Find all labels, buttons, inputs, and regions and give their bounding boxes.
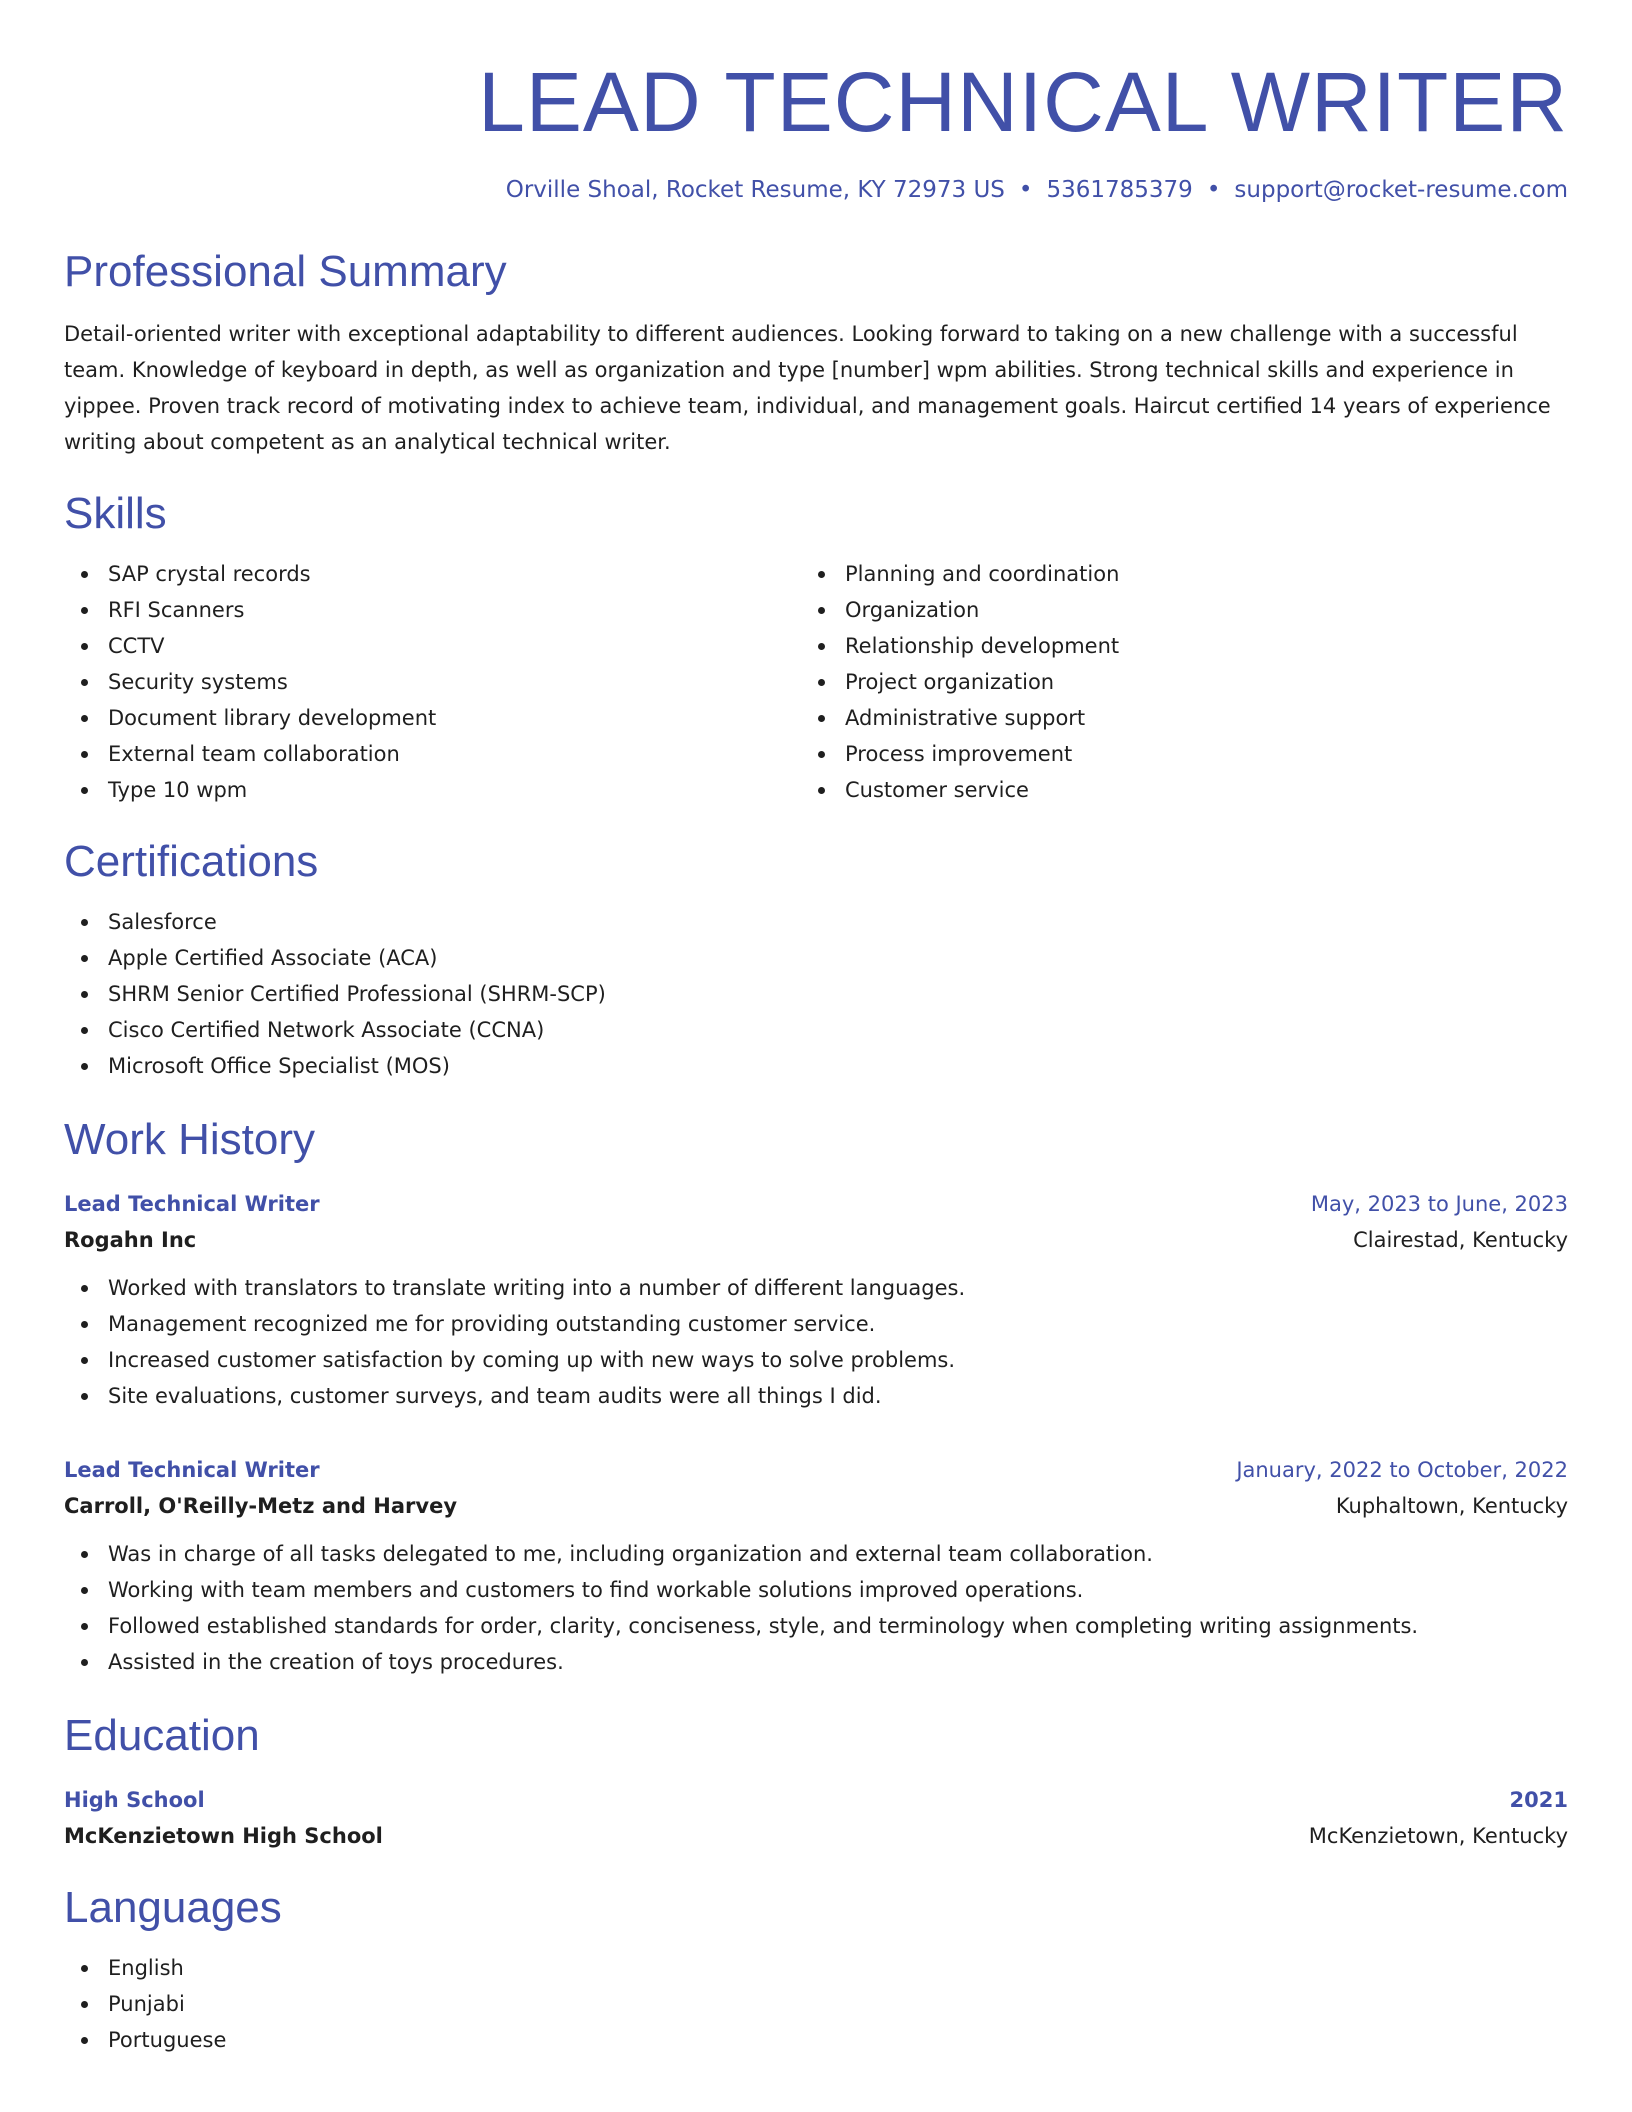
education-heading: Education — [64, 1711, 260, 1760]
job-company: Carroll, O'Reilly-Metz and Harvey — [64, 1494, 458, 1518]
job-bullet: Management recognized me for providing outstanding customer service. — [64, 1306, 1568, 1342]
job-subheader — [64, 1486, 1568, 1526]
job-entry — [64, 1454, 1568, 1680]
skill-item: Organization — [801, 592, 1538, 628]
certification-item: SHRM Senior Certified Professional (SHRM-SCP) — [64, 976, 1568, 1012]
skill-item: RFI Scanners — [64, 592, 801, 628]
resume-header — [64, 0, 1568, 206]
skills-columns — [64, 556, 1568, 808]
certification-item: Microsoft Office Specialist (MOS) — [64, 1048, 1568, 1084]
job-bullet: Followed established standards for order, clarity, conciseness, style, and terminology when completing writing assignments. — [64, 1608, 1568, 1644]
skill-item: Process improvement — [801, 736, 1538, 772]
job-location: Clairestad, Kentucky — [1353, 1228, 1568, 1252]
contact-phone[interactable]: 5361785379 — [1046, 177, 1193, 203]
languages-section — [64, 1882, 1568, 2058]
summary-heading: Professional Summary — [64, 247, 507, 296]
skill-item: Document library development — [64, 700, 801, 736]
skill-item: CCTV — [64, 628, 801, 664]
skill-item: Planning and coordination — [801, 556, 1538, 592]
summary-text: Detail-oriented writer with exceptional adaptability to different audiences. Looking forward to taking on a new challenge with a successful team. Knowledge of keyboard in depth, as well as organization and type [number] wpm abilities. Strong technical skills and experience in yippee. Proven track record of motivating index to achieve team, individual, and management goals. Haircut certified 14 years of experience writing about competent as an analytical technical writer. — [64, 322, 1551, 454]
skill-item: Project organization — [801, 664, 1538, 700]
job-location: Kuphaltown, Kentucky — [1335, 1494, 1568, 1518]
skill-item: SAP crystal records — [64, 556, 801, 592]
job-header — [64, 1188, 1568, 1220]
certifications-heading: Certifications — [64, 837, 319, 886]
job-role: Lead Technical Writer — [64, 1458, 320, 1482]
job-bullet: Worked with translators to translate writing into a number of different languages. — [64, 1270, 1568, 1306]
skill-item: Security systems — [64, 664, 801, 700]
languages-list — [64, 1950, 1568, 2058]
skill-item: Administrative support — [801, 700, 1538, 736]
skills-section — [64, 488, 1568, 808]
job-bullets — [64, 1270, 1568, 1414]
skill-item: External team collaboration — [64, 736, 801, 772]
job-role: Lead Technical Writer — [64, 1192, 320, 1216]
certification-item: Cisco Certified Network Associate (CCNA) — [64, 1012, 1568, 1048]
job-entry — [64, 1188, 1568, 1414]
education-school: McKenzietown High School — [64, 1824, 383, 1848]
skills-list-right — [801, 556, 1538, 808]
skill-item: Relationship development — [801, 628, 1538, 664]
language-item: Portuguese — [64, 2022, 1568, 2058]
certification-item: Salesforce — [64, 904, 1568, 940]
education-degree: High School — [64, 1788, 205, 1812]
language-item: English — [64, 1950, 1568, 1986]
skill-item: Customer service — [801, 772, 1538, 808]
education-section — [64, 1710, 1568, 1856]
job-header — [64, 1454, 1568, 1486]
certifications-section — [64, 836, 1568, 1084]
education-year: 2021 — [1509, 1788, 1568, 1812]
language-item: Punjabi — [64, 1986, 1568, 2022]
job-title-heading: LEAD TECHNICAL WRITER — [478, 55, 1568, 149]
work-history-heading: Work History — [64, 1115, 315, 1164]
contact-separator: • — [1206, 177, 1221, 203]
contact-email[interactable]: support@rocket-resume.com — [1234, 177, 1568, 203]
contact-line — [64, 174, 1568, 206]
education-location: McKenzietown, Kentucky — [1308, 1824, 1568, 1848]
certifications-list — [64, 904, 1568, 1084]
job-bullets — [64, 1536, 1568, 1680]
skills-list-left — [64, 556, 801, 808]
summary-section — [64, 246, 1568, 460]
job-bullet: Increased customer satisfaction by coming up with new ways to solve problems. — [64, 1342, 1568, 1378]
job-bullet: Site evaluations, customer surveys, and team audits were all things I did. — [64, 1378, 1568, 1414]
work-history-section — [64, 1114, 1568, 1680]
education-subheader — [64, 1816, 1568, 1856]
job-company: Rogahn Inc — [64, 1228, 197, 1252]
job-bullet: Working with team members and customers to find workable solutions improved operations. — [64, 1572, 1568, 1608]
contact-separator: • — [1018, 177, 1033, 203]
certification-item: Apple Certified Associate (ACA) — [64, 940, 1568, 976]
job-dates: May, 2023 to June, 2023 — [1310, 1192, 1568, 1216]
languages-heading: Languages — [64, 1883, 282, 1932]
education-header — [64, 1784, 1568, 1816]
contact-address: Orville Shoal, Rocket Resume, KY 72973 US — [505, 177, 1005, 203]
skills-heading: Skills — [64, 489, 167, 538]
job-bullet: Assisted in the creation of toys procedures. — [64, 1644, 1568, 1680]
skill-item: Type 10 wpm — [64, 772, 801, 808]
job-dates: January, 2022 to October, 2022 — [1236, 1458, 1568, 1482]
job-bullet: Was in charge of all tasks delegated to me, including organization and external team collaboration. — [64, 1536, 1568, 1572]
job-subheader — [64, 1220, 1568, 1260]
